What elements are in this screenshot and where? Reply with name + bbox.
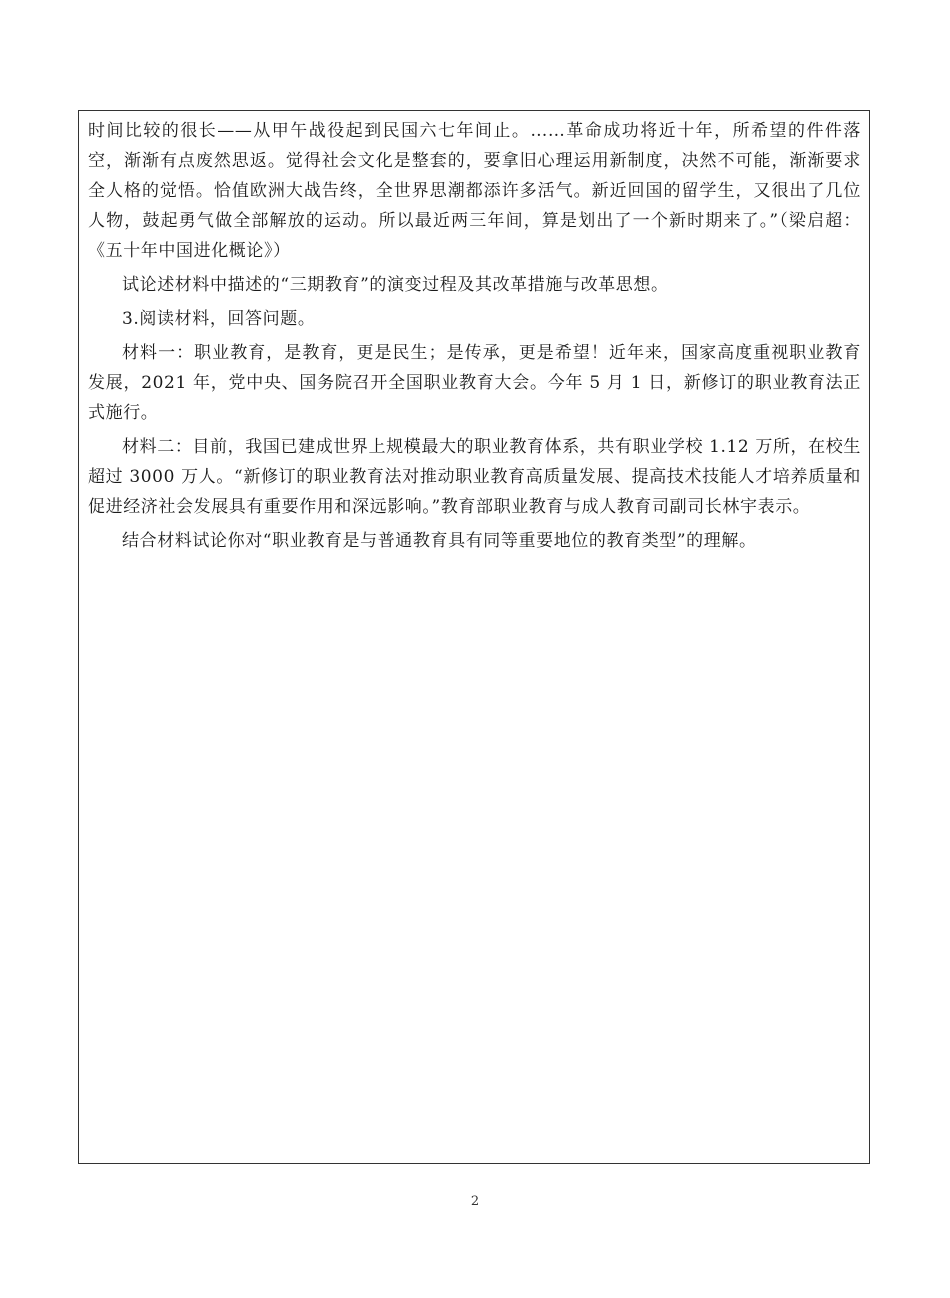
answer-frame — [78, 110, 870, 1164]
material-one-paragraph: 材料一：职业教育，是教育，更是民生；是传承，更是希望！近年来，国家高度重视职业教育发展，2021 年，党中央、国务院召开全国职业教育大会。今年 5 月 1 日，新修订的职业教育法正式施行。 — [88, 343, 861, 423]
question-content — [88, 116, 861, 560]
question-2-prompt: 试论述材料中描述的“三期教育”的演变过程及其改革措施与改革思想。 — [122, 275, 669, 295]
quote-continuation-paragraph: 时间比较的很长——从甲午战役起到民国六七年间止。……革命成功将近十年，所希望的件件落空，渐渐有点废然思返。觉得社会文化是整套的，要拿旧心理运用新制度，决然不可能，渐渐要求全人格的觉悟。恰值欧洲大战告终，全世界思潮都添许多活气。新近回国的留学生，又很出了几位人物，鼓起勇气做全部解放的运动。所以最近两三年间，算是划出了一个新时期来了。”（梁启超：《五十年中国进化概论》） — [88, 121, 861, 261]
question-3-heading: 3.阅读材料，回答问题。 — [122, 309, 316, 329]
material-two-paragraph: 材料二：目前，我国已建成世界上规模最大的职业教育体系，共有职业学校 1.12 万所，在校生超过 3000 万人。“新修订的职业教育法对推动职业教育高质量发展、提高技术技能人才培养质量和促进经济社会发展具有重要作用和深远影响。”教育部职业教育与成人教育司副司长林宇表示。 — [88, 437, 861, 517]
question-3-prompt: 结合材料试论你对“职业教育是与普通教育具有同等重要地位的教育类型”的理解。 — [122, 531, 757, 551]
page-number: 2 — [470, 1194, 480, 1209]
